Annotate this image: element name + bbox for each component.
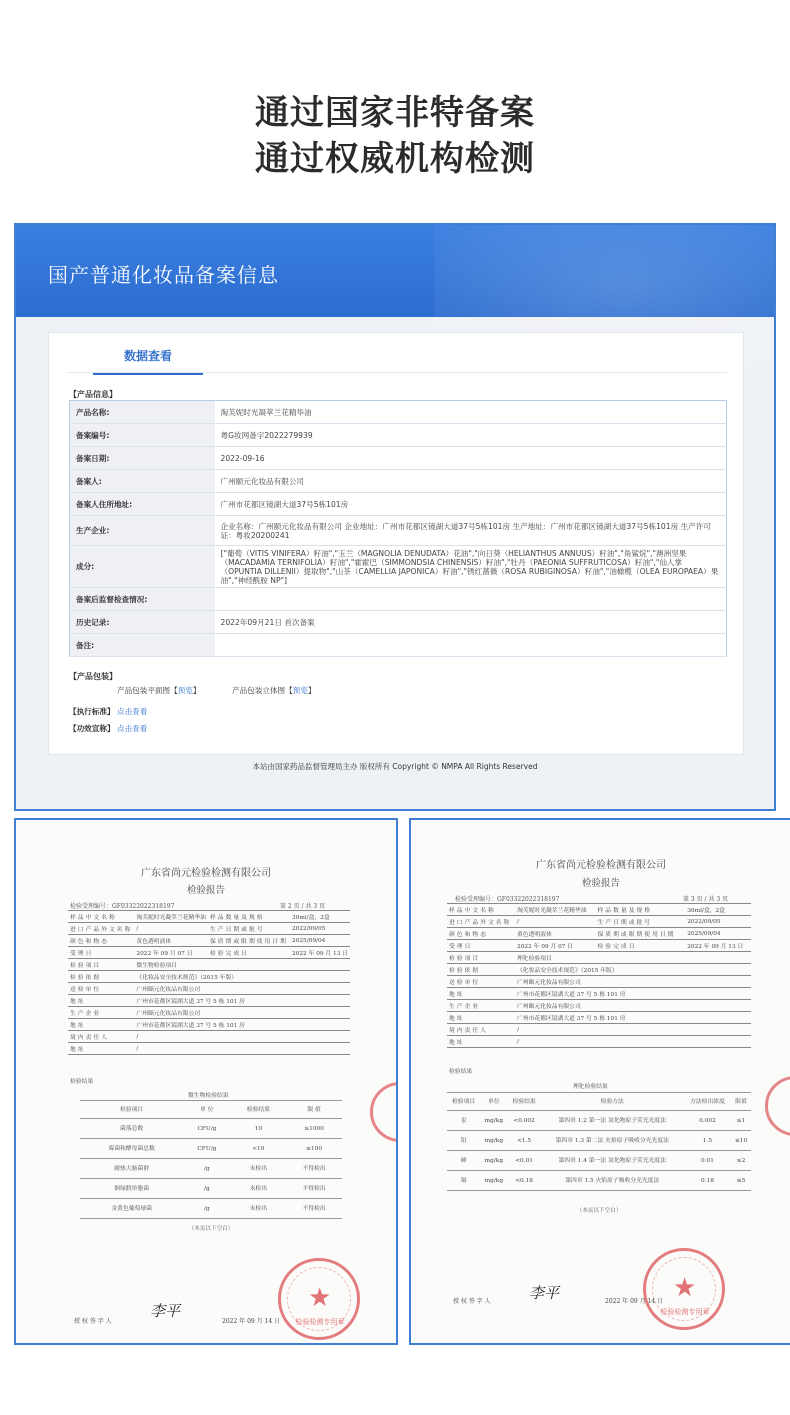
meta-value: 广州市花都区镜湖大道 37 号 5 栋 101 房 [134, 995, 350, 1007]
meta-value: 2025/09/04 [685, 928, 751, 940]
results-cell: 未检出 [230, 1179, 286, 1199]
meta-row [447, 952, 751, 964]
info-row [70, 447, 727, 470]
meta-value: 广州市花都区镜湖大道 37 号 5 栋 101 房 [134, 1019, 350, 1031]
test-report-page-3 [409, 818, 790, 1345]
meta-label: 样品数量及规格 [208, 911, 290, 923]
info-key: 备案人住所地址: [70, 493, 215, 516]
signature: 李平 [529, 1284, 560, 1302]
results-header-cell: 检验项目 [80, 1101, 183, 1119]
meta-row [447, 1024, 751, 1036]
results-row [447, 1171, 751, 1191]
stamp-star-icon: ★ [308, 1283, 332, 1313]
meta-row [447, 940, 751, 952]
meta-value: / [515, 1024, 751, 1036]
accept-number: 检验受理编号：GF03322022318197 [455, 896, 560, 903]
meta-row [68, 983, 350, 995]
results-cell: ≤5 [731, 1171, 751, 1191]
results-cell: CFU/g [183, 1139, 230, 1159]
blank-note: （本页以下空白） [576, 1208, 622, 1214]
results-row [447, 1131, 751, 1151]
results-header-cell: 检验结果 [230, 1101, 286, 1119]
site-footer: 本站由国家药品监督管理局主办 版权所有 Copyright © NMPA All Rights Reserved [252, 762, 538, 771]
results-header-row [80, 1101, 342, 1119]
meta-label: 进口产品外文名称 [68, 923, 134, 935]
results-cell: ≤1000 [286, 1119, 342, 1139]
panel-header [16, 225, 774, 317]
report-meta-table [447, 903, 751, 1048]
results-cell: 第四章 1.4 第一法 氢化物原子荧光光度法 [541, 1151, 684, 1171]
results-cell: 霉菌和酵母菌总数 [80, 1139, 183, 1159]
package-flat-preview-link[interactable]: 预览 [177, 686, 193, 695]
meta-row [447, 988, 751, 1000]
panel-title: 国产普通化妆品备案信息 [48, 263, 279, 287]
claim-view-link[interactable]: 点击查看 [116, 724, 148, 733]
page-number: 第 3 页 / 共 3 页 [683, 896, 729, 903]
meta-row [68, 911, 350, 923]
info-key: 备案编号: [70, 424, 215, 447]
results-row [447, 1111, 751, 1131]
info-value: 2022-09-16 [215, 447, 727, 470]
claim-row [69, 723, 147, 734]
results-cell: mg/kg [480, 1131, 507, 1151]
meta-label: 送检单位 [447, 976, 515, 988]
tab-data-view[interactable]: 数据查看 [93, 347, 203, 375]
meta-label: 地址 [68, 1043, 134, 1055]
meta-label: 送检单位 [68, 983, 134, 995]
meta-value: 2022 年 09 月 13 日 [290, 947, 350, 959]
results-row [80, 1159, 342, 1179]
meta-label: 生产企业 [68, 1007, 134, 1019]
tab-divider [67, 372, 727, 373]
results-cell: ≤100 [286, 1139, 342, 1159]
meta-label: 检验依据 [447, 964, 515, 976]
results-cell: 镉 [447, 1171, 480, 1191]
results-cell: 不得检出 [286, 1199, 342, 1219]
standard-view-link[interactable]: 点击查看 [116, 707, 148, 716]
meta-row [68, 971, 350, 983]
results-cell: 铅 [447, 1131, 480, 1151]
meta-value: / [134, 923, 208, 935]
meta-label: 地址 [68, 995, 134, 1007]
meta-label: 境内责任人 [68, 1031, 134, 1043]
report-meta-table [68, 910, 350, 1055]
info-row [70, 588, 727, 611]
meta-row [447, 1012, 751, 1024]
results-cell: <0.002 [508, 1111, 541, 1131]
results-label: 检验结果 [70, 1079, 94, 1085]
section-product-info: 【产品信息】 [69, 390, 117, 399]
package-flat-label: 产品包装平面图 [117, 686, 171, 695]
results-cell: 不得检出 [286, 1179, 342, 1199]
meta-value: 广州颐元化妆品有限公司 [134, 983, 350, 995]
results-cell: CFU/g [183, 1119, 230, 1139]
official-stamp [643, 1248, 725, 1330]
package-flat-row: 产品包装平面图【预览】 [117, 686, 201, 695]
meta-label: 地址 [447, 1036, 515, 1048]
info-key: 备案人: [70, 470, 215, 493]
info-key: 成分: [70, 546, 215, 588]
chem-results-table [447, 1092, 751, 1191]
report-company: 广东省尚元检验检测有限公司 [536, 860, 666, 871]
results-cell: 未检出 [230, 1199, 286, 1219]
results-row [80, 1139, 342, 1159]
results-cell: 汞 [447, 1111, 480, 1131]
meta-value: 2025/09/04 [290, 935, 350, 947]
info-key: 历史记录: [70, 611, 215, 634]
results-cell: 10 [230, 1119, 286, 1139]
results-cell: /g [183, 1199, 230, 1219]
results-table-title: 微生物检验结果 [188, 1093, 229, 1099]
meta-value: 广州市花都区镜湖大道 37 号 5 栋 101 房 [515, 988, 751, 1000]
data-card [48, 332, 744, 755]
meta-value: 广州市花都区镜湖大道 37 号 5 栋 101 房 [515, 1012, 751, 1024]
info-value: 企业名称：广州颐元化妆品有限公司 企业地址：广州市花都区镜湖大道37号5栋101房 生产地址：广州市花都区镜湖大道37号5栋101房 生产许可证：粤妆20200241 [215, 516, 727, 546]
results-cell: 第四章 1.3 第二法 火焰原子吸收分光光度法 [541, 1131, 684, 1151]
meta-label: 检验项目 [447, 952, 515, 964]
results-cell: 金黄色葡萄球菌 [80, 1199, 183, 1219]
results-cell: <1.5 [508, 1131, 541, 1151]
meta-label: 检验依据 [68, 971, 134, 983]
accept-number: 检验受理编号：GF03322022318197 [70, 903, 175, 910]
meta-row [68, 935, 350, 947]
info-row [70, 424, 727, 447]
info-value: 广州颐元化妆品有限公司 [215, 470, 727, 493]
results-header-cell: 限 值 [286, 1101, 342, 1119]
meta-row [68, 923, 350, 935]
results-header-cell: 限值 [731, 1093, 751, 1111]
product-info-table [69, 400, 727, 657]
meta-value: / [515, 916, 596, 928]
meta-value: / [515, 1036, 751, 1048]
results-cell: ≤1 [731, 1111, 751, 1131]
meta-row [68, 1043, 350, 1055]
results-cell: 0.01 [684, 1151, 731, 1171]
info-row [70, 470, 727, 493]
results-header-cell: 检验项目 [447, 1093, 480, 1111]
meta-row [68, 947, 350, 959]
results-cell: mg/kg [480, 1151, 507, 1171]
info-row [70, 401, 727, 424]
claim-label: 【功效宣称】 [69, 724, 115, 733]
meta-value: 30ml/盒，2盒 [290, 911, 350, 923]
info-value [215, 588, 727, 611]
meta-value: 黄色透明液体 [134, 935, 208, 947]
results-header-cell: 检验方法 [541, 1093, 684, 1111]
results-label: 检验结果 [449, 1069, 473, 1075]
results-cell: /g [183, 1179, 230, 1199]
report-company: 广东省尚元检验检测有限公司 [141, 868, 271, 879]
info-key: 生产企业: [70, 516, 215, 546]
info-value: 2022年09月21日 首次备案 [215, 611, 727, 634]
info-value: 广州市花都区镜湖大道37号5栋101房 [215, 493, 727, 516]
results-table-title: 理化检验结果 [573, 1084, 608, 1090]
info-row [70, 493, 727, 516]
stamp-text: 检验检测专用章 [295, 1318, 345, 1326]
meta-label: 生产日期或批号 [208, 923, 290, 935]
meta-label: 样品中文名称 [68, 911, 134, 923]
results-row [80, 1179, 342, 1199]
results-cell: 0.002 [684, 1111, 731, 1131]
results-header-row [447, 1093, 751, 1111]
info-row [70, 611, 727, 634]
blank-note: （本页以下空白） [188, 1226, 234, 1232]
meta-label: 生产企业 [447, 1000, 515, 1012]
info-key: 备注: [70, 634, 215, 657]
package-3d-label: 产品包装立体图 [232, 686, 286, 695]
stamp-text: 检验检测专用章 [660, 1308, 710, 1316]
info-row [70, 516, 727, 546]
meta-row [447, 964, 751, 976]
meta-value: 广州颐元化妆品有限公司 [134, 1007, 350, 1019]
info-value: 淘芙妮时光凝萃兰花精华油 [215, 401, 727, 424]
info-key: 备案后监督检查情况: [70, 588, 215, 611]
meta-row [447, 1036, 751, 1048]
meta-row [68, 1019, 350, 1031]
results-cell: 砷 [447, 1151, 480, 1171]
microbe-results-table [80, 1100, 342, 1219]
report-title: 检验报告 [186, 885, 225, 896]
meta-label: 保质期或限期使用日期 [208, 935, 290, 947]
sign-date: 2022 年 09 月 14 日 [222, 1318, 281, 1325]
info-value [215, 634, 727, 657]
registration-panel [14, 223, 776, 811]
info-key: 产品名称: [70, 401, 215, 424]
meta-value: / [134, 1031, 350, 1043]
meta-label: 样品中文名称 [447, 904, 515, 916]
signer-label: 授 权 签 字 人 [74, 1318, 112, 1325]
results-header-cell: 检验结果 [508, 1093, 541, 1111]
results-cell: ≤2 [731, 1151, 751, 1171]
stamp-star-icon: ★ [673, 1273, 697, 1303]
package-3d-row: 产品包装立体图【预览】 [232, 686, 316, 695]
meta-value: 2022/09/05 [290, 923, 350, 935]
results-row [80, 1119, 342, 1139]
meta-value: 2022 年 09 月 13 日 [685, 940, 751, 952]
meta-value: 理化检验项目 [515, 952, 751, 964]
results-cell: 菌落总数 [80, 1119, 183, 1139]
info-key: 备案日期: [70, 447, 215, 470]
meta-label: 生产日期或批号 [596, 916, 686, 928]
meta-label: 保质期或限期使用日期 [596, 928, 686, 940]
page-number: 第 2 页 / 共 3 页 [280, 903, 326, 910]
meta-row [68, 1031, 350, 1043]
package-3d-preview-link[interactable]: 预览 [292, 686, 308, 695]
meta-label: 颜色和物态 [68, 935, 134, 947]
results-cell: mg/kg [480, 1171, 507, 1191]
headline [0, 90, 790, 182]
meta-value: 30ml/盒，2盒 [685, 904, 751, 916]
info-value: 粤G妆网备字2022279939 [215, 424, 727, 447]
meta-row [68, 995, 350, 1007]
meta-row [68, 959, 350, 971]
meta-row [447, 976, 751, 988]
results-cell: <0.18 [508, 1171, 541, 1191]
info-row [70, 634, 727, 657]
meta-value: 淘芙妮时光凝萃兰花精华油 [134, 911, 208, 923]
meta-row [447, 928, 751, 940]
meta-label: 受理日 [447, 940, 515, 952]
meta-value: 淘芙妮时光凝萃兰花精华油 [515, 904, 596, 916]
standard-label: 【执行标准】 [69, 707, 115, 716]
meta-value: 广州颐元化妆品有限公司 [515, 976, 751, 988]
meta-label: 颜色和物态 [447, 928, 515, 940]
results-header-cell: 单位 [480, 1093, 507, 1111]
meta-label: 样品数量及规格 [596, 904, 686, 916]
meta-label: 进口产品外文名称 [447, 916, 515, 928]
report-title: 检验报告 [581, 878, 620, 889]
meta-label: 地址 [447, 988, 515, 1000]
meta-label: 受理日 [68, 947, 134, 959]
info-row [70, 546, 727, 588]
meta-value: 微生物检验项目 [134, 959, 350, 971]
meta-value: 2022 年 09 月 07 日 [134, 947, 208, 959]
meta-label: 地址 [447, 1012, 515, 1024]
results-cell: 0.18 [684, 1171, 731, 1191]
meta-label: 境内责任人 [447, 1024, 515, 1036]
meta-value: / [134, 1043, 350, 1055]
meta-row [447, 1000, 751, 1012]
official-stamp [278, 1258, 360, 1340]
meta-value: 《化妆品安全技术规范》（2015 年版） [134, 971, 350, 983]
meta-value: 黄色透明液体 [515, 928, 596, 940]
standard-row [69, 706, 147, 717]
results-cell: ≤10 [731, 1131, 751, 1151]
meta-row [68, 1007, 350, 1019]
signature: 李平 [150, 1302, 181, 1320]
info-value: ["葡萄（VITIS VINIFERA）籽油","玉兰（MAGNOLIA DENUDATA）花油","向日葵（HELIANTHUS ANNUUS）籽油","角鲨烷","澳洲坚果（MACADAMIA TERNIFOLIA）籽油","霍霍巴（SIMMONDSIA CHINENSIS）籽油","牡丹（PAEONIA SUFFRUTICOSA）籽油","仙人掌（OPUNTIA DILLENII）提取物","山茶（CAMELLIA JAPONICA）籽油","锈红蔷薇（ROSA RUBIGINOSA）籽油","油橄榄（OLEA EUROPAEA）果油","神经酰胺 NP"] [215, 546, 727, 588]
headline-line-1: 通过国家非特备案 [255, 93, 535, 133]
results-row [80, 1199, 342, 1219]
results-header-cell: 单 位 [183, 1101, 230, 1119]
meta-label: 地址 [68, 1019, 134, 1031]
results-cell: <0.01 [508, 1151, 541, 1171]
meta-label: 检验完成日 [208, 947, 290, 959]
results-header-cell: 方法检出浓度 [684, 1093, 731, 1111]
meta-value: 2022/09/05 [685, 916, 751, 928]
results-cell: /g [183, 1159, 230, 1179]
meta-row [447, 904, 751, 916]
results-cell: mg/kg [480, 1111, 507, 1131]
test-report-page-2 [14, 818, 398, 1345]
signer-label: 授 权 签 字 人 [453, 1298, 491, 1305]
meta-label: 检验完成日 [596, 940, 686, 952]
meta-label: 检验项目 [68, 959, 134, 971]
sign-date: 2022 年 09 月 14 日 [605, 1298, 664, 1305]
section-product-package: 【产品包装】 [69, 672, 117, 681]
meta-row [447, 916, 751, 928]
results-cell: 1.5 [684, 1131, 731, 1151]
meta-value: 2022 年 09 月 07 日 [515, 940, 596, 952]
results-cell: 第四章 1.2 第一法 氢化物原子荧光光度法 [541, 1111, 684, 1131]
results-row [447, 1151, 751, 1171]
results-cell: 铜绿假单胞菌 [80, 1179, 183, 1199]
meta-value: 广州颐元化妆品有限公司 [515, 1000, 751, 1012]
results-cell: 未检出 [230, 1159, 286, 1179]
meta-value: 《化妆品安全技术规范》（2015 年版） [515, 964, 751, 976]
results-cell: 第四章 1.5 火焰原子吸收分光光度法 [541, 1171, 684, 1191]
results-cell: <10 [230, 1139, 286, 1159]
results-cell: 耐热大肠菌群 [80, 1159, 183, 1179]
results-cell: 不得检出 [286, 1159, 342, 1179]
headline-line-2: 通过权威机构检测 [255, 139, 535, 179]
